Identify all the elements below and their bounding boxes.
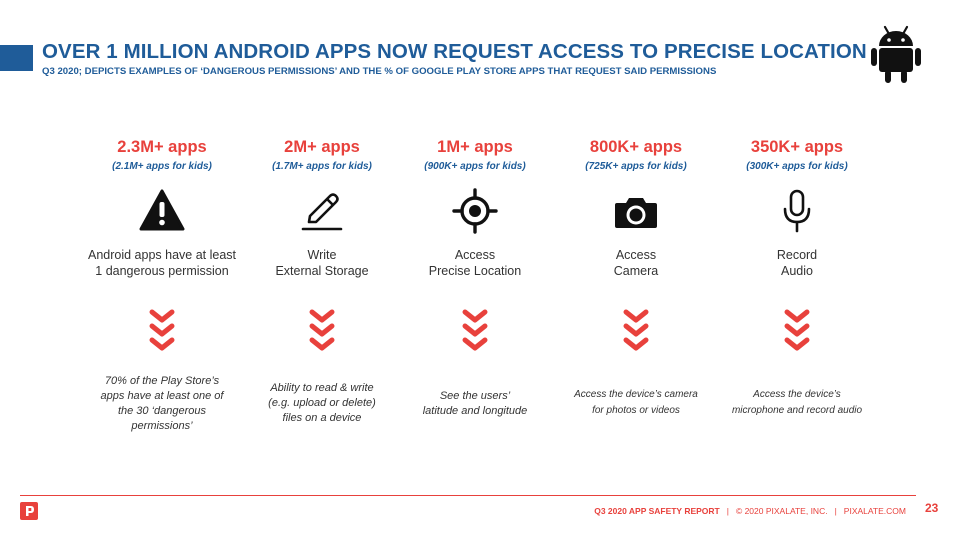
chevron-down-icon — [308, 308, 336, 356]
warning-icon — [139, 188, 185, 234]
chevron-down-icon — [622, 308, 650, 356]
description-line: 70% of the Play Store’s — [104, 375, 220, 387]
app-count: 1M+ apps — [437, 138, 513, 156]
permission-column-dangerous — [82, 138, 242, 438]
chevron-down-icon — [783, 308, 811, 356]
description-line: Ability to read & write — [270, 382, 374, 394]
footer-text — [594, 506, 906, 516]
description-line: for photos or videos — [592, 405, 680, 416]
permission-column-audio — [717, 138, 877, 438]
chevron-down-icon — [461, 308, 489, 356]
app-count: 2.3M+ apps — [117, 138, 207, 156]
pixalate-logo-icon — [20, 502, 38, 520]
microphone-icon — [774, 188, 820, 234]
pencil-icon — [299, 188, 345, 234]
footer-divider — [20, 495, 916, 496]
kids-app-count: (725K+ apps for kids) — [585, 161, 687, 172]
permission-description — [395, 389, 555, 419]
permission-column-camera — [556, 138, 716, 438]
kids-app-count: (2.1M+ apps for kids) — [112, 161, 212, 172]
permission-label-line: Access — [454, 248, 496, 262]
app-count: 2M+ apps — [284, 138, 360, 156]
permission-description — [242, 381, 402, 426]
page-number: 23 — [925, 501, 939, 515]
permission-label — [717, 247, 877, 279]
permission-description — [82, 374, 242, 434]
permission-column-storage — [242, 138, 402, 438]
footer-separator: | — [726, 506, 729, 516]
footer-report: Q3 2020 APP SAFETY REPORT — [594, 506, 720, 516]
footer-separator: | — [834, 506, 837, 516]
permission-description — [556, 387, 716, 419]
permission-description — [717, 387, 877, 419]
description-line: latitude and longitude — [422, 405, 528, 417]
description-line: permissions’ — [131, 420, 193, 432]
description-line: Access the device’s — [753, 389, 841, 400]
permission-label — [556, 247, 716, 279]
permission-label-line: Record — [776, 248, 818, 262]
footer-website[interactable]: PIXALATE.COM — [843, 506, 906, 516]
kids-app-count: (300K+ apps for kids) — [746, 161, 848, 172]
permission-label-line: Write — [307, 248, 337, 262]
app-count: 350K+ apps — [750, 138, 844, 156]
title-accent-bar — [0, 45, 33, 71]
android-robot-icon — [870, 24, 922, 84]
permission-label — [82, 247, 242, 279]
description-line: See the users’ — [439, 390, 511, 402]
chevron-down-icon — [148, 308, 176, 356]
permission-label-line: Audio — [781, 264, 813, 278]
description-line: Access the device’s camera — [574, 389, 698, 400]
permission-label — [395, 247, 555, 279]
permission-label-line: Access — [615, 248, 657, 262]
description-line: files on a device — [282, 412, 362, 424]
permission-label-line: External Storage — [275, 264, 369, 278]
permission-label-line: Android apps have at least — [87, 248, 237, 262]
location-target-icon — [452, 188, 498, 234]
app-count: 800K+ apps — [589, 138, 683, 156]
permission-label-line: Precise Location — [428, 264, 522, 278]
permission-column-location — [395, 138, 555, 438]
page-title: OVER 1 MILLION ANDROID APPS NOW REQUEST ACCESS TO PRECISE LOCATION — [42, 40, 867, 63]
kids-app-count: (900K+ apps for kids) — [424, 161, 526, 172]
description-line: the 30 ‘dangerous — [117, 405, 207, 417]
footer-copyright: © 2020 PIXALATE, INC. — [735, 506, 828, 516]
permission-label — [242, 247, 402, 279]
permission-label-line: Camera — [613, 264, 659, 278]
description-line: apps have at least one of — [100, 390, 224, 402]
page-subtitle: Q3 2020; DEPICTS EXAMPLES OF ‘DANGEROUS PERMISSIONS’ AND THE % OF GOOGLE PLAY STORE APPS THAT REQUEST SAID PERMISSIONS — [42, 66, 717, 77]
description-line: (e.g. upload or delete) — [268, 397, 376, 409]
description-line: microphone and record audio — [731, 405, 863, 416]
permission-label-line: 1 dangerous permission — [95, 264, 229, 278]
kids-app-count: (1.7M+ apps for kids) — [272, 161, 372, 172]
camera-icon — [613, 188, 659, 234]
